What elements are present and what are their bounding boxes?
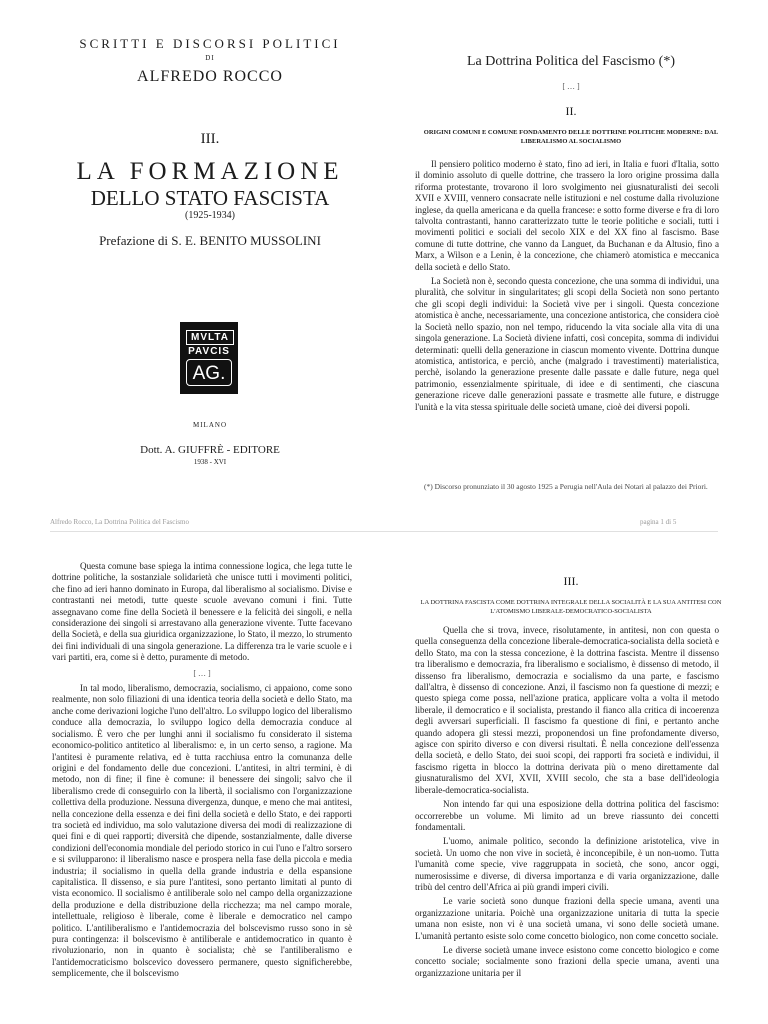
logo-line3: AG. <box>186 359 232 386</box>
section-3-number: III. <box>563 574 579 588</box>
di-label: DI <box>205 54 215 62</box>
footnote: (*) Discorso pronunziato il 30 agosto 1925 a Perugia nell'Aula dei Notari al palazzo dei Priori. <box>424 482 708 491</box>
paragraph: Quella che si trova, invece, risolutamente, in antitesi, non con questa o quella conseguenza della concezione liberale-democratica-socialista della società e dello Stato, ma con la stessa concezione, è la dottrina fascista. Mentre il dissenso tra liberalismo e democrazia, fra liberalismo e socialismo, è dissenso di metodo, il dissenso fra liberalismo, democrazia e socialismo da una parte, e fascismo dall'altra, è dissenso di concezione. Anzi, il fascismo non fa questione di mezzi; e questo spiega come possa, nell'azione pratica, applicare volta a volta il metodo liberale, il democratico e il socialista, prestando il fianco alla critica di incoerenza degli avversari superficiali. Il fascismo fa questione di fini, e pertanto anche quando adopera gli stessi mezzi, proponendosi un fine profondamente diverso, agisce con spirito diverso e con diversi risultati. È nella concezione dell'essenza della società, e dello Stato, dei suoi scopi, dei rapporti fra società e individui, il fascismo rigetta in blocco la dottrina derivata più o meno direttamente dal giusnaturalismo del XVI, XVII, XVIII secolo, che sta a base dell'ideologia liberale-democratica-socialista. <box>415 625 719 795</box>
page-number: pagina 1 di 5 <box>640 518 677 526</box>
publisher-logo <box>180 322 238 394</box>
right-bottom-column <box>415 625 719 1024</box>
omission-mark: [ … ] <box>193 668 211 678</box>
paragraph: Le diverse società umane invece esistono come concetto biologico e come concetto sociale; socialmente sono frazioni della specie umana, aventi una organizzazione unitaria per il <box>415 944 719 978</box>
book-title-line1: LA FORMAZIONE <box>76 158 344 185</box>
volume-number: III. <box>200 131 220 147</box>
book-years: (1925-1934) <box>185 210 235 221</box>
publisher-city: MILANO <box>193 421 227 429</box>
publication-year: 1938 - XVI <box>193 458 227 466</box>
book-title-line2: DELLO STATO FASCISTA <box>90 186 330 210</box>
running-footer: Alfredo Rocco, La Dottrina Politica del Fascismo <box>50 518 189 526</box>
right-top-column <box>415 159 719 477</box>
left-bottom-column <box>52 561 352 1024</box>
series-title: SCRITTI E DISCORSI POLITICI <box>79 36 341 51</box>
paragraph: Questa comune base spiega la intima connessione logica, che lega tutte le dottrine politiche, la sostanziale solidarietà che unisce tutti i movimenti politici, che fino ad ieri hanno dominato in Europa, dal liberalismo al socialismo. Divise e contrastanti nei metodi, tutte queste scuole avevano comuni i fini. Tutte assegnavano come fine della Società il benessere e la felicità dei singoli, e nella considerazione dei singoli si arrestavano alla generazione vivente. Tutte facevano della Società, e della sua giuridica organizzazione, lo Stato, il mezzo, lo strumento dei fini individuali di una singola generazione. La differenza tra le varie scuole e i vari partiti, era, come si è detto, puramente di metodo. <box>52 561 352 663</box>
paragraph: La Società non è, secondo questa concezione, che una somma di individui, una pluralità, che solvitur in singularitates; gli scopi della Società non sono pertanto che gli scopi degli individui: la Società vive per i singoli. Questa concezione atomistica è anche, necessariamente, una concezione antistorica, che considera cioè la Società nello spazio, non nel tempo, riducendo la vita sociale alla vita di una singola generazione. La Società diviene infatti, così concepita, somma di individui determinati: quelli della generazione in ciascun momento vivente. Dottrina dunque atomistica, antistorica, e perciò, anche (malgrado i travestimenti) materialistica, perchè, isolando la generazione presente dalle passate e dalle future, nega quel patrimonio, essenzialmente spirituale, di idee e di sentimenti, che ciascuna generazione riceve dalle generazioni passate e trasmette alle future, e distrugge l'unità e la vita stessa spirituale delle società umane, cioè dei diversi popoli. <box>415 276 719 412</box>
section-2-title: ORIGINI COMUNI E COMUNE FONDAMENTO DELLE DOTTRINE POLITICHE MODERNE: DAL LIBERALISMO AL SOCIALISMO <box>423 129 719 145</box>
paragraph: Il pensiero politico moderno è stato, fino ad ieri, in Italia e fuori d'Italia, sotto il dominio assoluto di quelle dottrine, che trassero la loro origine prossima dalla riforma protestante, trovarono il loro svolgimento nei giusnaturalisti dei secoli XVII e XVIII, vennero consacrate nelle istituzioni e nel costume dalla rivoluzione inglese, da quella americana e da quella francese: e sotto forme diverse e fra di loro talvolta contrastanti, hanno caratterizzato tutte le teorie politiche e sociali, tutti i movimenti politici e sociali del secolo XIX e del XX fino al fascismo. Base comune di tutte dottrine, che vanno da Languet, da Buchanan e da Altusio, fino a Marx, a Wilson e a Lenin, è la concezione, che chiamerò atomistica e meccanica della società e dello Stato. <box>415 159 719 272</box>
page-divider <box>50 531 718 532</box>
preface-line: Prefazione di S. E. BENITO MUSSOLINI <box>99 233 321 248</box>
logo-line1: MVLTA <box>186 330 234 345</box>
paragraph: Le varie società sono dunque frazioni della specie umana, aventi una organizzazione unitaria. Poichè una organizzazione unitaria di tutta la specie umana non esiste, non vi è una società umana, vi sono delle società umane. L'umanità pertanto esiste solo come concetto biologico, non come concetto sociale. <box>415 896 719 941</box>
publisher-name: Dott. A. GIUFFRÈ - EDITORE <box>140 444 280 456</box>
omission-mark: [ … ] <box>562 82 580 91</box>
section-3-title: LA DOTTRINA FASCISTA COME DOTTRINA INTEGRALE DELLA SOCIALITÀ E LA SUA ANTITESI CON L'ATOMISMO LIBERALE-DEMOCRATICO-SOCIALISTA <box>420 599 722 615</box>
paragraph: L'uomo, animale politico, secondo la definizione aristotelica, vive in società. Un uomo che non vive in società, è inconcepibile, è un non-uomo. Tutta l'umanità come specie, vive raggruppata in società, che sono, ancor oggi, numerosissime e diverse, di diversa importanza e di varia organizzazione, dalle tribù del centro dell'Africa ai più grandi imperi civili. <box>415 836 719 892</box>
section-2-number: II. <box>565 104 577 118</box>
paragraph: In tal modo, liberalismo, democrazia, socialismo, ci appaiono, come sono realmente, non solo filiazioni di una identica teoria della società e dello Stato, ma anche come derivazioni logiche l'uno dell'altro. Lo sviluppo logico del liberalismo conduce alla democrazia, lo sviluppo logico della democrazia conduce al socialismo. È vero che per lunghi anni il socialismo fu considerato il sistema economico-politico antitetico al liberalismo: e, in un certo senso, a ragione. Ma l'antitesi è puramente relativa, ed è tutta racchiusa entro la comunanza delle origini e del fondamento delle due concezioni. L'antitesi, in altri termini, è di metodo, non di fine; il fine è comune: il benessere dei singoli; salvo che il liberalismo crede di conseguirlo con la libertà, il socialismo con l'organizzazione collettiva della produzione. Nessuna divergenza, dunque, e meno che mai antitesi, nella concezione della essenza e dei fini della società e dello Stato, e dei rapporti tra società ed individuo, ma solo valutazione diversa dei modi di realizzazione di quei fini e di quei rapporti; diversità che dipende, sostanzialmente, dalle diverse condizioni dell'economia mondiale del periodo storico in cui l'uno e l'altro sorsero e si svilupparono: il liberalismo nasce e prospera nella fase della piccola e media industria; il socialismo in quella della grande industria e della espansione capitalistica. Il dissenso, e sia pure l'antitesi, sono pertanto limitati al punto di vista economico. Il socialismo è antiliberale solo nel campo della organizzazione della produzione e della distribuzione della ricchezza; ma nel campo morale, intellettuale, religioso è liberale, come è liberale e democratico nel campo politico. L'antiliberalismo e l'antidemocrazia del bolscevismo russo sono in sè pura contingenza: il bolscevismo è antiliberale e antidemocratico in quanto è rivoluzionario, non in quanto è socialista; chè se l'antiliberalismo e l'antidemocraticismo bolscevico dovessero permanere, questo significherebbe, semplicemente, che il bolscevismo <box>52 683 352 979</box>
essay-title: La Dottrina Politica del Fascismo (*) <box>466 54 675 69</box>
author-name: ALFREDO ROCCO <box>137 68 283 85</box>
logo-line2: PAVCIS <box>188 346 230 357</box>
paragraph: Non intendo far qui una esposizione della dottrina politica del fascismo: occorrerebbe un volume. Mi limito ad un breve riassunto dei concetti fondamentali. <box>415 799 719 832</box>
